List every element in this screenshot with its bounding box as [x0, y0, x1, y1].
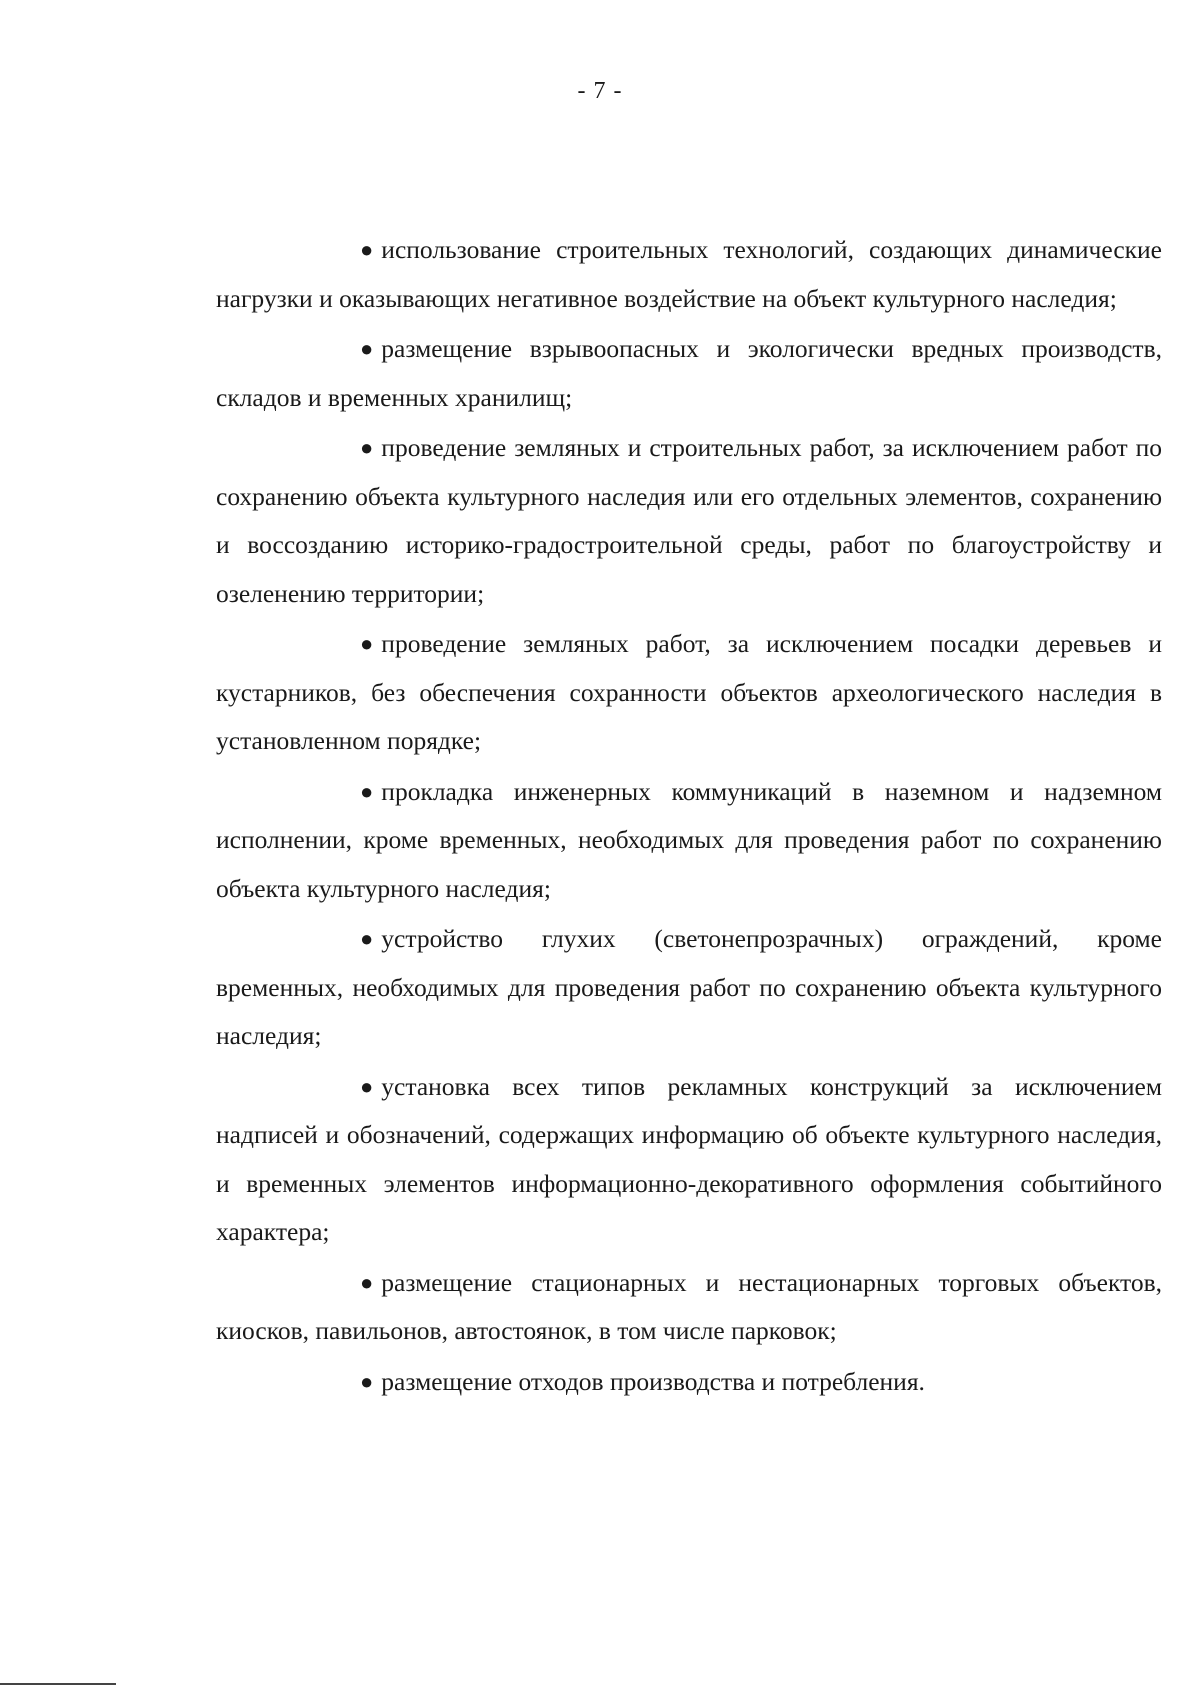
list-item-text: размещение взрывоопасных и экологически вредных производств, складов и временных хранилищ;	[216, 334, 1162, 412]
list-item	[216, 325, 1162, 422]
bullet-icon: ●	[360, 1269, 374, 1295]
list-item	[216, 226, 1162, 323]
list-item	[216, 1259, 1162, 1356]
list-item-text: размещение стационарных и нестационарных торговых объектов, киосков, павильонов, автостоянок, в том числе парковок;	[216, 1267, 1162, 1345]
bullet-icon: ●	[360, 778, 374, 804]
bullet-icon: ●	[360, 237, 374, 262]
list-item-text: размещение отходов производства и потребления.	[381, 1366, 925, 1396]
bullet-icon: ●	[360, 1073, 374, 1099]
list-item-text: использование строительных технологий, создающих динамические нагрузки и оказывающих негативное воздействие на объект культурного наследия;	[216, 235, 1162, 313]
bullet-icon: ●	[360, 926, 374, 951]
list-item-text: устройство глухих (светонепрозрачных) ограждений, кроме временных, необходимых для проведения работ по сохранению объекта культурного наследия;	[216, 924, 1162, 1050]
list-item	[216, 620, 1162, 766]
bullet-icon: ●	[360, 631, 374, 656]
bullet-icon: ●	[360, 1368, 374, 1394]
list-item	[216, 768, 1162, 914]
list-item	[216, 1358, 1162, 1407]
bullet-icon: ●	[360, 435, 374, 460]
list-item-text: установка всех типов рекламных конструкций за исключением надписей и обозначений, содержащих информацию об объекте культурного наследия, и временных элементов информационно-декоративного оформления событийного характера;	[216, 1071, 1162, 1246]
list-item	[216, 424, 1162, 618]
list-item	[216, 915, 1162, 1061]
list-item-text: проведение земляных работ, за исключением посадки деревьев и кустарников, без обеспечения сохранности объектов археологического наследия в установленном порядке;	[216, 629, 1162, 755]
list-item-text: проведение земляных и строительных работ, за исключением работ по сохранению объекта культурного наследия или его отдельных элементов, сохранению и воссозданию историко-градостроительной среды, работ по благоустройству и озеленению территории;	[216, 433, 1162, 608]
page-number: - 7 -	[577, 78, 623, 104]
list-item-text: прокладка инженерных коммуникаций в наземном и надземном исполнении, кроме временных, необходимых для проведения работ по сохранению объекта культурного наследия;	[216, 776, 1162, 903]
scan-edge-divider	[0, 1683, 116, 1685]
restrictions-list	[216, 226, 1162, 1408]
bullet-icon: ●	[360, 336, 374, 361]
list-item	[216, 1063, 1162, 1257]
